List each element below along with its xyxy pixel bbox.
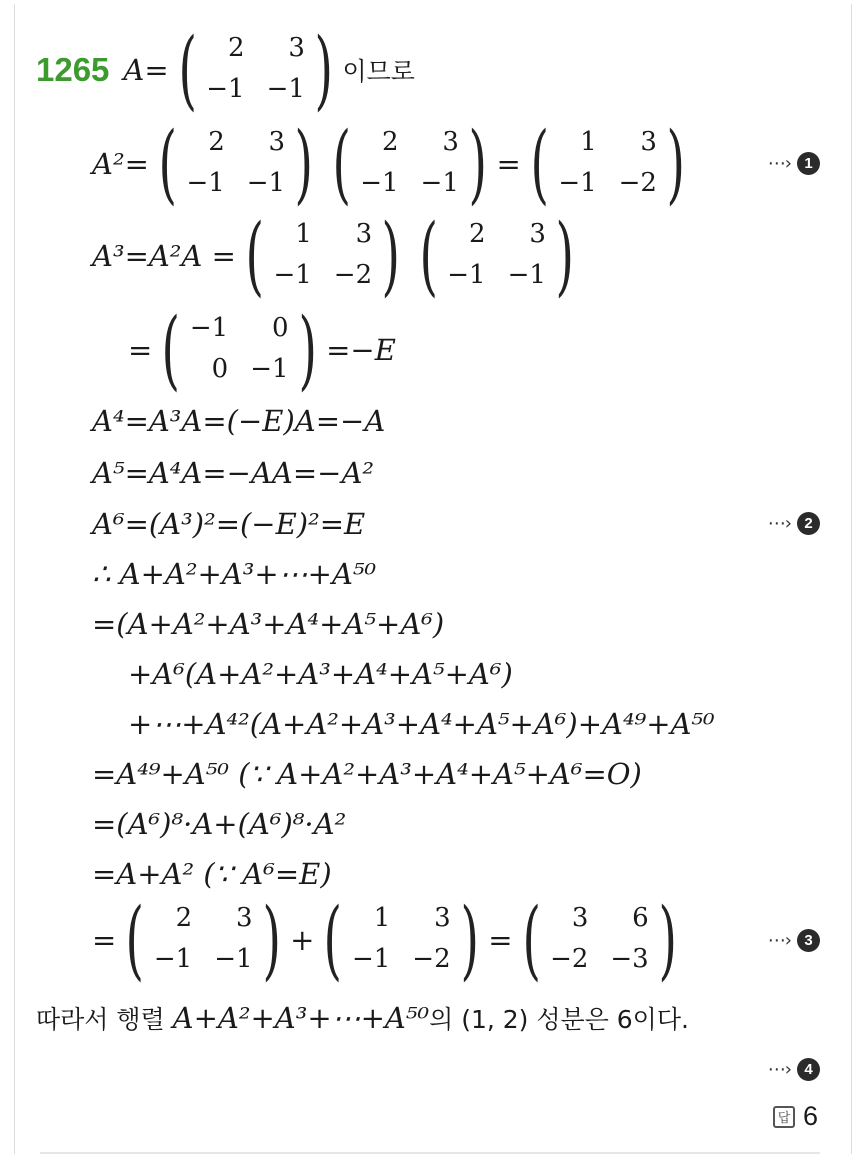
matrix-cell: 2: [175, 903, 193, 933]
equation-line-group1: =(A+A²+A³+A⁴+A⁵+A⁶): [92, 607, 445, 641]
left-paren: (: [125, 890, 145, 990]
matrix: [151, 114, 321, 214]
dots-arrow-icon: ⋯›: [767, 930, 791, 951]
equation-line-neg-identity: [128, 300, 396, 400]
matrix-cell: 3: [571, 903, 589, 933]
right-paren: ): [381, 206, 401, 306]
right-paren: ): [262, 890, 281, 990]
matrix-cell: 3: [355, 219, 373, 249]
matrix-cell: 3: [235, 903, 253, 933]
matrix: [238, 206, 408, 306]
matrix-cell: 0: [211, 354, 229, 384]
matrix-cell: −1: [351, 944, 391, 974]
right-paren: ): [294, 114, 314, 214]
dots-arrow-icon: ⋯›: [767, 153, 791, 174]
final-answer: [773, 1101, 818, 1132]
matrix-cell: 2: [208, 127, 225, 157]
left-paren: (: [158, 114, 177, 214]
step-marker-2: [768, 512, 820, 535]
left-paren: (: [323, 890, 343, 990]
matrix: [515, 890, 685, 990]
conclusion-prefix: 따라서 행렬: [36, 1005, 173, 1034]
matrix-cell: −3: [610, 944, 649, 974]
matrix-cell: −2: [618, 168, 657, 198]
step-marker-4: [768, 1058, 820, 1081]
right-paren: ): [314, 20, 333, 120]
equals-sign: =: [496, 147, 521, 181]
step-number-badge: 3: [797, 929, 820, 952]
matrix-cell: −1: [189, 313, 229, 343]
step-number-badge: 1: [797, 152, 820, 175]
matrix-cell: 0: [271, 313, 289, 343]
right-paren: ): [298, 300, 317, 400]
equation-line-sum: ∴ A+A²+A³+⋯+A⁵⁰: [92, 557, 377, 591]
matrix-cell: −1: [206, 74, 245, 104]
left-paren: (: [530, 114, 549, 214]
equation-rhs: =−E: [326, 333, 396, 367]
matrix-cell: 3: [288, 33, 305, 63]
right-paren: ): [555, 206, 574, 306]
matrix-cell: −2: [333, 260, 373, 290]
equation-line-a-squared: [92, 114, 695, 214]
left-paren: (: [332, 114, 351, 214]
step-number-badge: 4: [797, 1058, 820, 1081]
matrix-cell: −2: [550, 944, 589, 974]
conclusion-sentence: [36, 1000, 689, 1036]
equation-line-reduce: =A⁴⁹+A⁵⁰ (∵ A+A²+A³+A⁴+A⁵+A⁶=O): [92, 757, 642, 791]
matrix-cell: −1: [246, 168, 286, 198]
equation-lhs: A²=: [92, 147, 149, 181]
matrix-cell: 1: [295, 219, 312, 249]
matrix-cell: 6: [632, 903, 649, 933]
equation-line-group2: +A⁶(A+A²+A³+A⁴+A⁵+A⁶): [128, 657, 513, 691]
dots-arrow-icon: ⋯›: [767, 513, 791, 534]
matrix: [154, 300, 324, 400]
right-paren: ): [468, 114, 487, 214]
matrix-cell: 3: [640, 127, 657, 157]
matrix-cell: −1: [420, 168, 459, 198]
right-paren: ): [666, 114, 685, 214]
matrix: [523, 114, 693, 214]
equation-line-a6: A⁶=(A³)²=(−E)²=E: [92, 507, 366, 541]
matrix-cell: 3: [434, 903, 451, 933]
header-lhs: A=: [123, 53, 169, 87]
bottom-divider: [40, 1152, 820, 1154]
equation-line-simplify: =A+A² (∵ A⁶=E): [92, 857, 332, 891]
step-number-badge: 2: [797, 512, 820, 535]
step-marker-3: [768, 929, 820, 952]
matrix-cell: −1: [447, 260, 486, 290]
matrix-cell: −1: [507, 260, 546, 290]
equals-sign: =: [128, 333, 153, 367]
matrix: [118, 890, 288, 990]
equals-sign: =: [92, 923, 117, 957]
conclusion-suffix: 의 (1, 2) 성분은 6이다.: [429, 1005, 689, 1034]
matrix-cell: 1: [580, 127, 597, 157]
matrix: [316, 890, 486, 990]
equation-line-powers: =(A⁶)⁸·A+(A⁶)⁸·A²: [92, 807, 347, 841]
matrix-cell: −1: [558, 168, 597, 198]
left-paren: (: [245, 206, 264, 306]
matrix-cell: −1: [266, 74, 305, 104]
equation-line-group3: +⋯+A⁴²(A+A²+A³+A⁴+A⁵+A⁶)+A⁴⁹+A⁵⁰: [128, 707, 715, 741]
matrix: [171, 20, 341, 120]
problem-number: 1265: [36, 51, 110, 88]
matrix-cell: 1: [373, 903, 391, 933]
matrix-cell: 2: [228, 33, 245, 63]
header-suffix: 이므로: [342, 57, 415, 86]
left-paren: (: [419, 206, 438, 306]
equation-line-a-cubed: [92, 206, 583, 306]
matrix: [325, 114, 495, 214]
conclusion-expression: A+A²+A³+⋯+A⁵⁰: [172, 1001, 430, 1035]
equation-lhs: A³=A²A =: [92, 239, 236, 273]
right-paren: ): [658, 890, 677, 990]
step-marker-1: [768, 152, 820, 175]
left-paren: (: [161, 300, 181, 400]
matrix-cell: −1: [360, 168, 399, 198]
matrix-cell: 3: [442, 127, 459, 157]
matrix-cell: 2: [382, 127, 399, 157]
matrix-cell: 3: [268, 127, 286, 157]
equation-line-a5: A⁵=A⁴A=−AA=−A²: [92, 456, 375, 490]
matrix-cell: −2: [412, 944, 451, 974]
equals-sign: =: [488, 923, 513, 957]
plus-sign: +: [290, 923, 315, 957]
problem-header: [36, 20, 415, 120]
answer-value: 6: [802, 1101, 818, 1131]
matrix-cell: −1: [153, 944, 193, 974]
matrix-cell: −1: [214, 944, 253, 974]
right-paren: ): [460, 890, 479, 990]
matrix-cell: 2: [469, 219, 486, 249]
dots-arrow-icon: ⋯›: [767, 1059, 791, 1080]
answer-icon: 답: [773, 1106, 795, 1128]
matrix-cell: −1: [186, 168, 225, 198]
equation-line-a4: A⁴=A³A=(−E)A=−A: [92, 404, 386, 438]
left-paren: (: [522, 890, 541, 990]
matrix-cell: −1: [273, 260, 312, 290]
left-paren: (: [178, 20, 197, 120]
matrix: [412, 206, 582, 306]
matrix-cell: −1: [250, 354, 289, 384]
equation-line-result: [92, 890, 686, 990]
matrix-cell: 3: [529, 219, 546, 249]
